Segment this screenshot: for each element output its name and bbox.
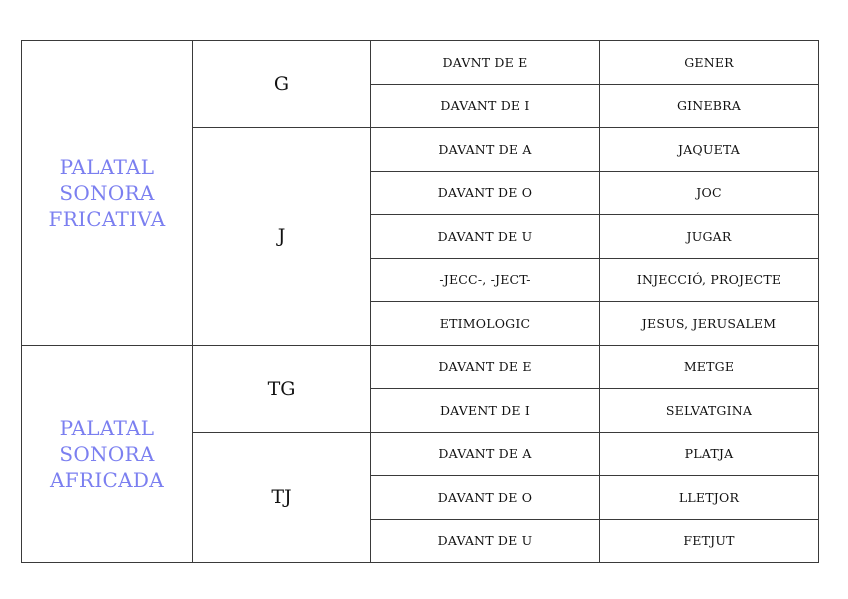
context-cell: DAVENT DE I <box>371 389 600 433</box>
category-cell-fricativa <box>22 41 193 346</box>
letter-cell: TG <box>193 345 371 432</box>
example-cell: JUGAR <box>600 215 819 259</box>
example-cell: JESUS, JERUSALEM <box>600 302 819 346</box>
context-cell: DAVNT DE E <box>371 41 600 85</box>
context-cell: DAVANT DE O <box>371 171 600 215</box>
letter-cell: TJ <box>193 432 371 563</box>
example-cell: GINEBRA <box>600 84 819 128</box>
example-cell: GENER <box>600 41 819 85</box>
category-line: SONORA <box>59 180 155 205</box>
context-cell: -JECC-, -JECT- <box>371 258 600 302</box>
category-line: SONORA <box>59 441 155 466</box>
table-row <box>22 41 819 85</box>
context-cell: DAVANT DE I <box>371 84 600 128</box>
table-row <box>22 345 819 389</box>
letter-cell: G <box>193 41 371 128</box>
category-line: AFRICADA <box>50 467 164 492</box>
context-cell: DAVANT DE U <box>371 215 600 259</box>
example-cell: PLATJA <box>600 432 819 476</box>
context-cell: DAVANT DE E <box>371 345 600 389</box>
category-line: PALATAL <box>59 415 155 440</box>
example-cell: LLETJOR <box>600 476 819 520</box>
context-cell: DAVANT DE A <box>371 128 600 172</box>
category-line: PALATAL <box>59 154 155 179</box>
context-cell: DAVANT DE O <box>371 476 600 520</box>
example-cell: SELVATGINA <box>600 389 819 433</box>
example-cell: METGE <box>600 345 819 389</box>
phonetics-table <box>21 40 819 563</box>
context-cell: DAVANT DE A <box>371 432 600 476</box>
example-cell: JOC <box>600 171 819 215</box>
example-cell: JAQUETA <box>600 128 819 172</box>
category-line: FRICATIVA <box>48 206 166 231</box>
context-cell: ETIMOLOGIC <box>371 302 600 346</box>
letter-cell: J <box>193 128 371 346</box>
example-cell: FETJUT <box>600 519 819 563</box>
example-cell: INJECCIÓ, PROJECTE <box>600 258 819 302</box>
category-cell-africada <box>22 345 193 563</box>
context-cell: DAVANT DE U <box>371 519 600 563</box>
